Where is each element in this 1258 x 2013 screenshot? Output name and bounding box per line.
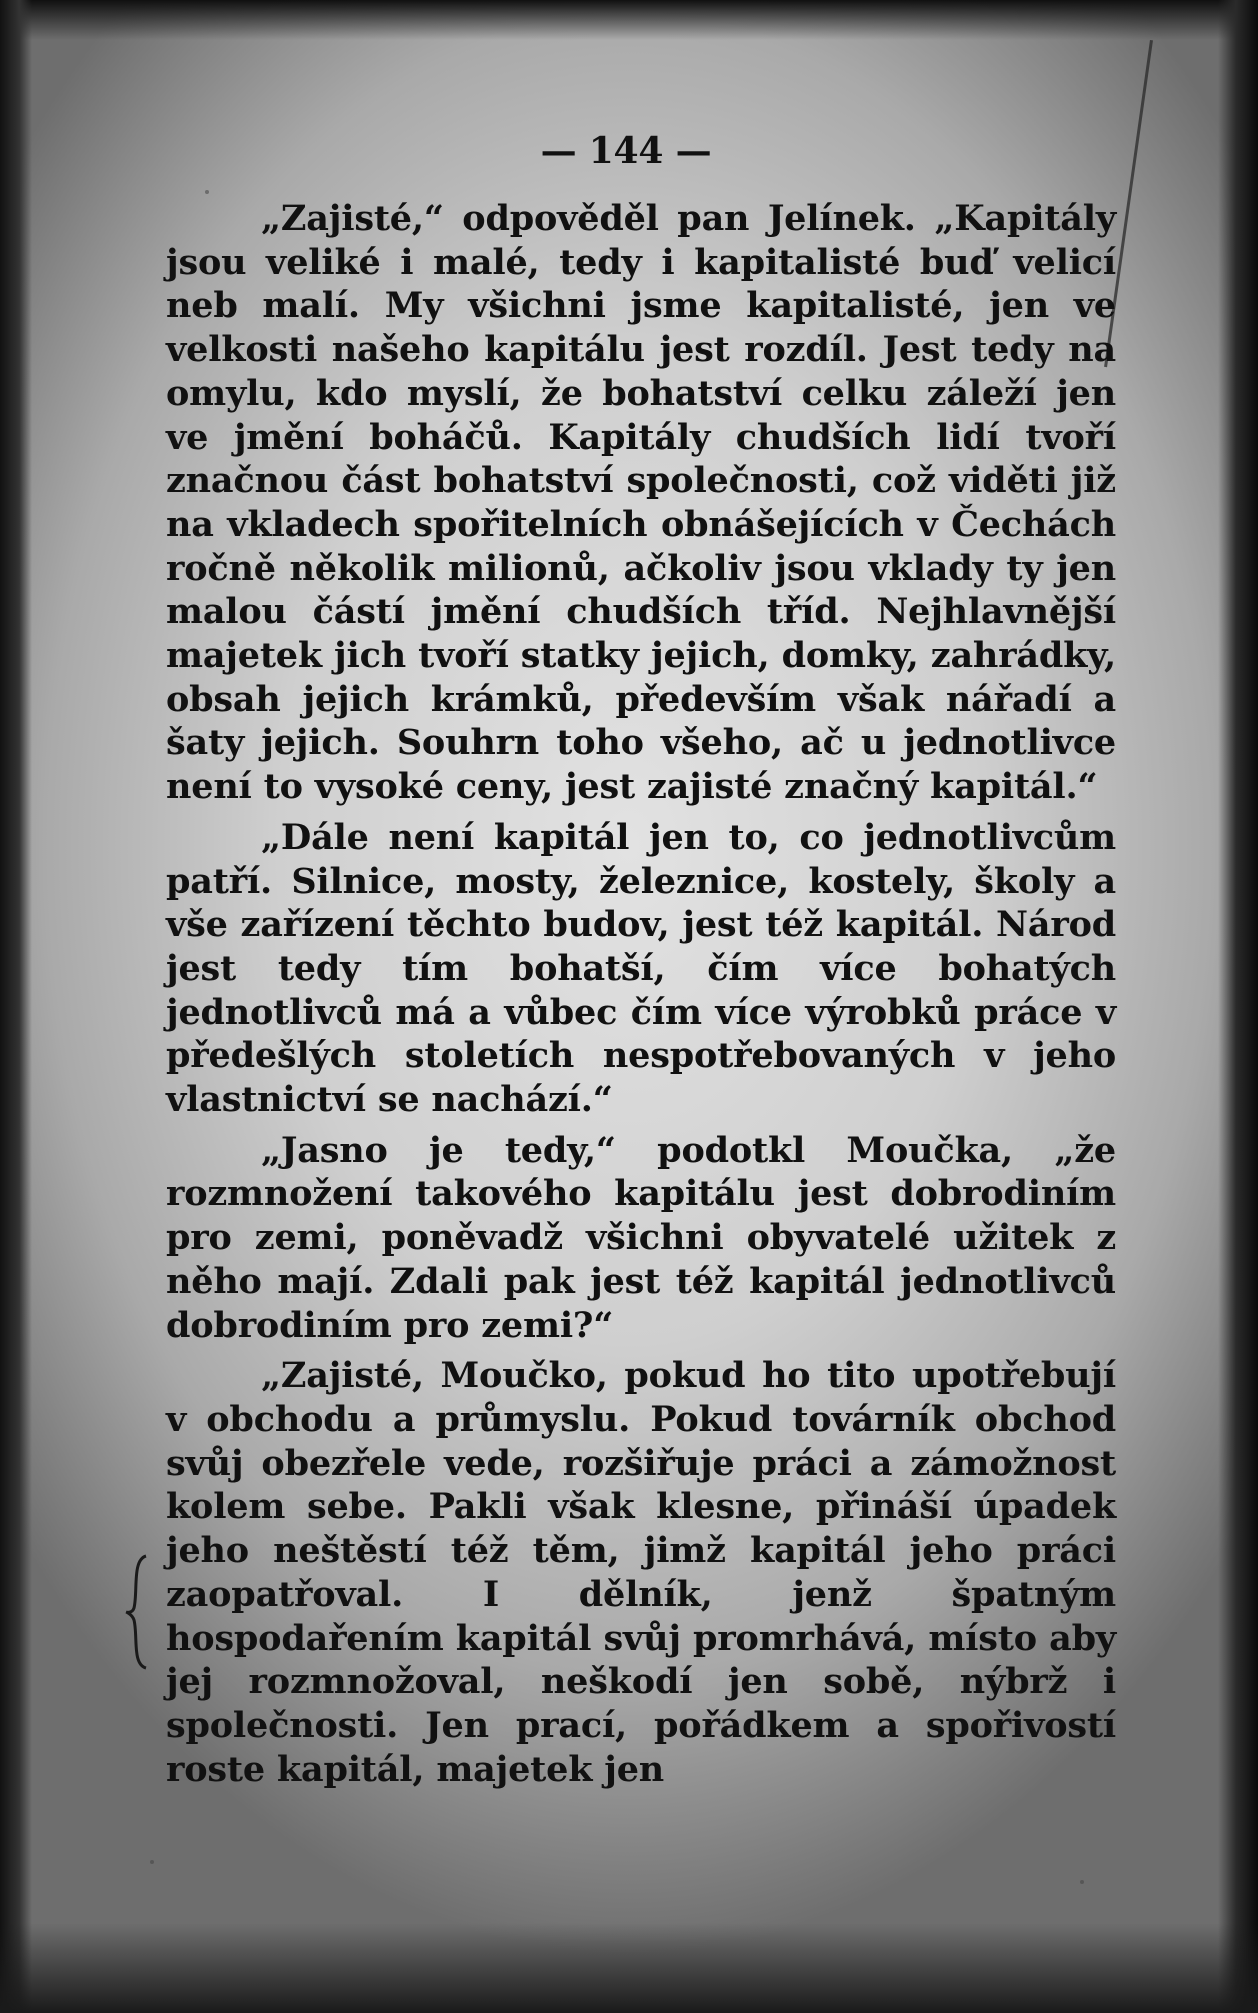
page-shadow-bottom (0, 1923, 1258, 2013)
paragraph: „Zajisté, Moučko, pokud ho tito upotřebují v obchodu a průmyslu. Pokud továrník obchod svůj obezřele vede, rozšiřuje práci a zámožnost kolem sebe. Pakli však klesne, přináší úpadek jeho neštěstí též těm, jimž kapitál jeho práci zaopatřoval. I dělník, jenž špatným hospodařením kapitál svůj promrhává, místo aby jej rozmnožoval, neškodí jen sobě, nýbrž i společnosti. Jen prací, pořádkem a spořivostí roste kapitál, majetek jen (166, 1355, 1116, 1790)
page-shadow-top (0, 0, 1258, 40)
paragraph: „Jasno je tedy,“ podotkl Moučka, „že rozmnožení takového kapitálu jest dobrodiním pro zemi, poněvadž všichni obyvatelé užitek z něho mají. Zdali pak jest též kapitál jednotlivců dobrodiním pro zemi?“ (166, 1129, 1116, 1346)
paper-speck (150, 1860, 154, 1864)
pencil-brace-mark (122, 1552, 152, 1672)
page-text (166, 130, 1116, 1798)
paragraph: „Dále není kapitál jen to, co jednotlivcům patří. Silnice, mosty, železnice, kostely, školy a vše zařízení těchto budov, jest též kapitál. Národ jest tedy tím bohatší, čím více bohatých jednotlivců má a vůbec čím více výrobků práce v předešlých stoletích nespotřebovaných v jeho vlastnictví se nachází.“ (166, 816, 1116, 1121)
page-shadow-left (0, 0, 32, 2013)
page-number: — 144 — (540, 130, 712, 172)
paragraph: „Zajisté,“ odpověděl pan Jelínek. „Kapitály jsou veliké i malé, tedy i kapitalisté buď velicí neb malí. My všichni jsme kapitalisté, jen ve velkosti našeho kapitálu jest rozdíl. Jest tedy na omylu, kdo myslí, že bohatství celku záleží jen ve jmění boháčů. Kapitály chudších lidí tvoří značnou část bohatství společnosti, což viděti již na vkladech spořitelních obnášejících v Čechách ročně několik milionů, ačkoliv jsou vklady ty jen malou částí jmění chudších tříd. Nejhlavnější majetek jich tvoří statky jejich, domky, zahrádky, obsah jejich krámků, především však nářadí a šaty jejich. Souhrn toho všeho, ač u jednotlivce není to vysoké ceny, jest zajisté značný kapitál.“ (166, 198, 1116, 808)
paper-speck (1080, 1880, 1084, 1884)
page-shadow-right (1218, 0, 1258, 2013)
